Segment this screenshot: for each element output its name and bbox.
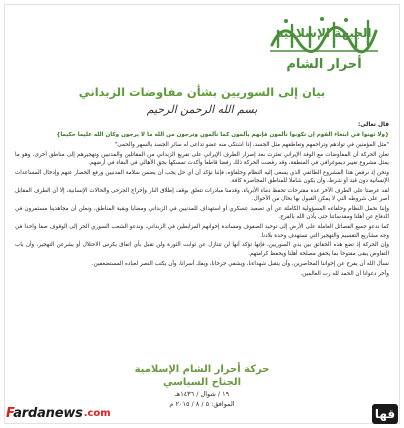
organization-logo (259, 11, 389, 81)
body-paragraph: تعلن الحركة أن المفاوضات مع الوفد الإيراني تعثرت بعد إصرار الطرف الإيراني على تفريغ الزبداني من المقاتلين والمدنيين وتهجيرهم إلى مناطق أخرى، وهو ما يمثل مشروع تغيير ديموغرافي في المنطقة، وقد رفضت الحركة ذلك رفضا قاطعا وأكدت تمسكها بحق الأهالي في البقاء في أرضهم. (15, 151, 389, 166)
body-paragraph: نسأل الله أن يفرج عن إخواننا المحاصرين، وأن يتقبل شهداءنا، ويشفي جرحانا، ويفك أسرانا، وأن يكتب النصر لعباده المستضعفين. (91, 260, 389, 267)
body-paragraph: ونحن إذ نرفض هذا المشروع الطائفي الذي يسعى إليه النظام وحلفاؤه، فإننا نؤكد أن أي حل يجب أن يضمن سلامة المدنيين ورفع الحصار عنهم وإدخال المساعدات الإنسانية دون قيد أو شرط، وأن يكون شاملا للمناطق المحاصرة كافة. (15, 169, 389, 185)
document-body (15, 121, 389, 279)
fardanews-tld: .com (83, 407, 111, 419)
signature-office: الجناح السياسي (162, 377, 242, 388)
corner-logo-badge: قها (372, 404, 398, 424)
hijri-date: ١٩ / شوال / ١٤٣٦هـ (174, 390, 230, 398)
basmala: بسم الله الرحمن الرحيم (146, 103, 258, 116)
signature-block (5, 363, 399, 409)
body-paragraph: كما ندعو جميع الفصائل العاملة على الأرض إلى توحيد الصفوف ومساندة إخوانهم المرابطين في الزبداني، وندعو الشعب السوري الحر إلى الوقوف صفا واحدا في وجه مشاريع التقسيم والتهجير التي تستهدف وحدة بلادنا. (15, 224, 389, 239)
quran-verse: {ولا تهنوا في ابتغاء القوم إن تكونوا تألمون فإنهم يألمون كما تألمون وترجون من الله ما لا يرجون وكان الله عليما حكيما} (56, 131, 389, 138)
organization-subtitle: أحرار الشام (286, 57, 362, 72)
body-paragraph: "مثل المؤمنين في توادهم وتراحمهم وتعاطفهم مثل الجسد، إذا اشتكى منه عضو تداعى له سائر الجسد بالسهر والحمى" (114, 141, 389, 148)
body-paragraph: وإننا نحمل النظام وحلفاءه المسؤولية الكاملة عن أي تصعيد عسكري أو استهداف للمدنيين في الزبداني ومضايا وبقية المناطق، ونعلن أن مجاهدينا مستمرون في الدفاع عن أهلنا ومقدساتنا حتى يأذن الله بالفرج. (15, 206, 389, 221)
fardanews-logo-text: Fardanews (6, 405, 83, 421)
body-paragraph: لقد عرضنا على الطرف الآخر عدة مقترحات تحفظ دماء الأبرياء، وقدمنا مبادرات تتعلق بوقف إطلاق النار وإخراج الجرحى والحالات الإنسانية، إلا أن الطرف المقابل أصر على شروطه التي لا يمكن القبول بها بحال من الأحوال. (15, 187, 389, 203)
verse-intro: قال تعالى: (357, 122, 389, 128)
svg-text:الجبهة الإسلامية: الجبهة الإسلامية (276, 26, 372, 40)
body-paragraph: وإن الحركة إذ تضع هذه الحقائق بين يدي السوريين، فإنها تؤكد أنها لن تتنازل عن ثوابت الثورة ولن تقبل بأي اتفاق يكرس الاحتلال أو يشرعن التهجير، وأن باب التفاوض يبقى مفتوحا بما يحقق مصلحة أهلنا ويحفظ كرامتهم. (15, 242, 389, 257)
signature-organization: حركة أحرار الشام الإسلامية (134, 364, 270, 375)
calligraphy-emblem-icon (264, 11, 384, 55)
gregorian-date: الموافق: ٥ / ٨ / ٢٠١٥ م (169, 400, 235, 408)
document-page (4, 4, 400, 424)
document-title: بيان إلى السوريين بشأن مفاوضات الزبداني (78, 85, 326, 99)
body-paragraph: وآخر دعوانا أن الحمد لله رب العالمين. (300, 270, 389, 277)
fardanews-watermark (6, 404, 111, 422)
